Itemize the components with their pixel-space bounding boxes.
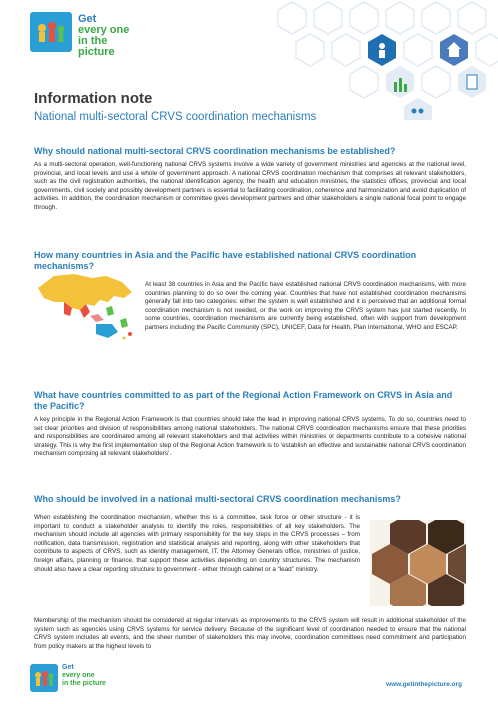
footer-logo — [30, 664, 120, 700]
section-text: At least 38 countries in Asia and the Pacific have established national CRVS coordination mechanisms, with more countries planning to do so over the coming year. Countries that have not established coordination mechanisms generally fall into two categories: either the system is well established and it is perceived that an additional formal coordination mechanism is not needed, or the work on improving the CRVS system has just started recently. In some countries, coordination mechanisms are currently being established, often with support from development partners including the Pacific Community (SPC), UNICEF, Data for Health, Plan International, WHO and ESCAP. — [145, 281, 466, 331]
community-photo — [370, 520, 466, 606]
section-text: A key principle in the Regional Action Framework is that countries should take the lead in improving national CRVS systems. To do so, countries need to set clear priorities and division of responsibilities among national stakeholders. The national CRVS coordination mechanisms ensure that these priorities and responsibilities are coordinated among all relevant stakeholders and that activities within ministries or departments contribute to a cohesive national strategy. This is why the first implementation step of the Regional Action framework is to ‘establish an effective and sustainable national CRVS coordination mechanism comprising all relevant stakeholders’. — [34, 416, 466, 458]
footer-logo-icon — [30, 664, 58, 692]
footer-logo-line-1: Get — [62, 664, 74, 671]
page-subtitle: National multi-sectoral CRVS coordination mechanisms — [34, 111, 317, 123]
footer-logo-line-3: in the picture — [62, 680, 106, 687]
section-why — [34, 146, 466, 213]
asia-pacific-map — [34, 268, 138, 342]
logo-line-1: Get — [78, 13, 97, 25]
title-block — [34, 90, 474, 123]
section-text: As a multi-sectoral operation, well-functioning national CRVS systems involve a wide variety of government ministries and agencies at the national level, provincial, and local levels and use a whole of government approach. A national CRVS coordination mechanism that comprises all relevant stakeholders, such as the civil registration authorities, the national identification agency, the health and education ministries, the statistics offices, provincial and local governments, civil society and possibly development partners is essential to facilitating coordination, coherence and harmonization and avoid duplication of activities. In addition, the coordination mechanism or committee gives development partners and other stakeholders a single national focal point to engage through. — [34, 161, 466, 211]
section-regional-framework — [34, 390, 466, 459]
logo-line-2: every one — [78, 24, 130, 36]
section-who-body — [34, 514, 360, 574]
footer-logo-line-2: every one — [62, 672, 95, 679]
people-icon — [379, 43, 385, 58]
section-membership — [34, 617, 466, 651]
section-heading: Who should be involved in a national multi-sectoral CRVS coordination mechanisms? — [34, 494, 401, 504]
logo-text — [78, 14, 140, 58]
section-how-many-body — [145, 281, 466, 333]
footer-url-link[interactable]: www.getinthepicture.org — [386, 681, 462, 688]
section-heading: What have countries committed to as part of the Regional Action Framework on CRVS in Asia and the Pacific? — [34, 390, 453, 411]
logo-line-3: in the picture — [78, 35, 115, 58]
section-heading: Why should national multi-sectoral CRVS coordination mechanisms be established? — [34, 146, 396, 156]
section-text: When establishing the coordination mechanism, whether this is a committee, task force or other structure - it is important to conduct a stakeholder analysis to identify the roles, responsibilities of all key stakeholders. The mechanism should include all agencies with primary responsibility for the key steps in the CRVS processes – from notification, data transmission, registration and statistical analysis and reporting, along with other stakeholders that contribute to aspects of CRVS, such as identity management, IT, the Attorney Generals office, ministries of justice, foreign affairs, planning or finance, that support these activities depending on country structures. The mechanism should also have a clear reporting structure to government - either through cabinet or a “lead” ministry. — [34, 514, 360, 573]
logo — [30, 12, 140, 58]
document-icon — [467, 75, 477, 89]
section-who — [34, 494, 466, 509]
page-title: Information note — [34, 90, 153, 107]
logo-icon — [30, 12, 72, 52]
footer-logo-text — [62, 664, 106, 688]
section-text-2: Membership of the mechanism should be considered at regular intervals as improvements to the CRVS system will result in additional stakeholder of the system such as agencies using CRVS systems for service delivery. Because of the significant level of coordination needed to ensure that the national CRVS system includes all events, and the sheer number of stakeholders this may involve, coordination committees need commitment and participation from policy makers at the highest levels to — [34, 617, 466, 650]
section-heading: How many countries in Asia and the Pacific have established national CRVS coordination mechanisms? — [34, 250, 417, 271]
